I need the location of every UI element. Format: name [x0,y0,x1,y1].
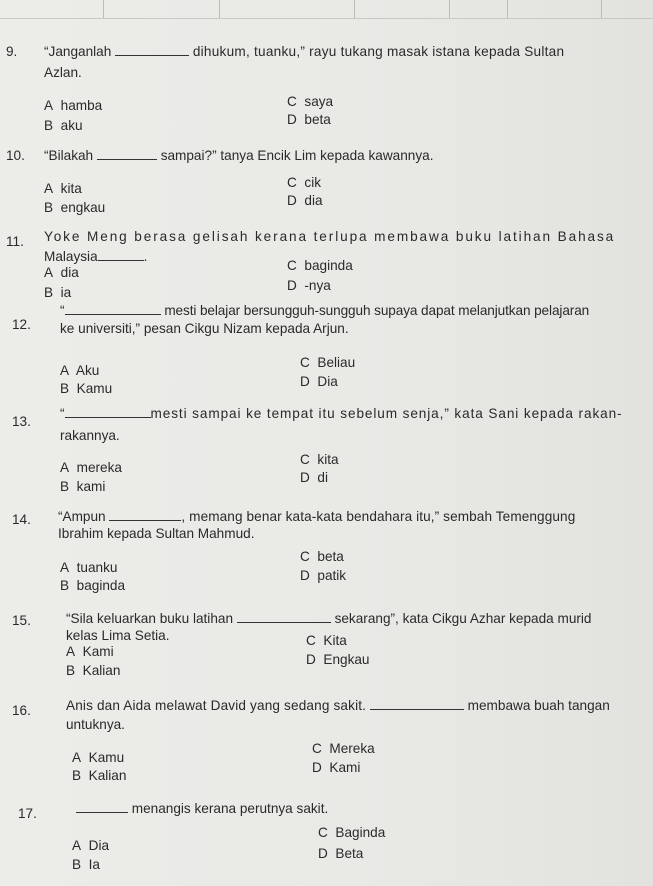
option-a: A Kami [66,644,114,659]
answer-blank [65,304,161,315]
option-a: A dia [44,265,79,280]
option-c: C Kita [306,633,347,648]
question-number: 12. [12,317,31,332]
question-number: 17. [18,806,37,821]
option-d: D patik [300,568,347,583]
option-c: C kita [300,452,339,467]
top-ruled-edge [0,0,653,19]
option-c: C beta [300,549,344,564]
question-stem-line2: rakannya. [60,428,120,443]
option-b: B kami [60,479,106,494]
answer-blank [65,407,151,418]
answer-blank [98,250,144,261]
question-stem-line2: Malaysia . [44,249,148,264]
question-number: 11. [6,234,24,249]
option-b: B engkau [44,200,106,215]
option-d: D dia [287,193,323,208]
question-number: 13. [12,414,31,429]
ruler-tick [103,0,104,18]
option-a: A Aku [60,363,100,378]
option-c: C cik [287,175,322,190]
option-b: B Kalian [72,768,127,783]
answer-blank [109,510,181,521]
question-number: 14. [12,512,31,527]
option-c: C saya [287,94,334,109]
option-c: C baginda [287,258,353,273]
question-stem: Anis dan Aida melawat David yang sedang sakit. membawa buah tangan [66,698,610,713]
question-stem-line2: Azlan. [44,65,82,80]
question-stem: “Sila keluarkan buku latihan sekarang”, kata Cikgu Azhar kepada murid [66,611,592,626]
question-stem: Yoke Meng berasa gelisah kerana terlupa membawa buku latihan Bahasa [44,229,616,244]
answer-blank [115,45,189,56]
option-c: C Baginda [318,825,386,840]
question-number: 10. [6,148,25,163]
option-d: D di [300,470,328,485]
question-stem: “ mesti belajar bersungguh-sungguh supaya dapat melanjutkan pelajaran [60,303,590,318]
ruler-tick [219,0,220,18]
option-d: D -nya [287,278,331,293]
question-number: 15. [12,613,31,628]
option-a: A Kamu [72,750,125,765]
question-number: 9. [6,44,18,59]
question-stem: “Janganlah dihukum, tuanku,” rayu tukang masak istana kepada Sultan [44,44,565,59]
question-stem-line2: ke universiti,” pesan Cikgu Nizam kepada Arjun. [60,321,349,336]
question-stem: “ mesti sampai ke tempat itu sebelum senja,” kata Sani kepada rakan- [60,406,623,421]
option-d: D Engkau [306,652,370,667]
option-d: D Beta [318,846,364,861]
option-b: B Kamu [60,381,113,396]
option-b: B ia [44,285,72,300]
question-stem: “Bilakah sampai?” tanya Encik Lim kepada kawannya. [44,148,434,163]
option-a: A Dia [72,838,110,853]
option-b: B baginda [60,578,126,593]
option-a: A mereka [60,460,122,475]
question-stem-line2: kelas Lima Setia. [66,628,170,643]
answer-blank [97,149,157,160]
question-stem-line2: untuknya. [66,717,125,732]
answer-blank [76,802,128,813]
ruler-tick [449,0,450,18]
option-c: C Beliau [300,355,356,370]
option-b: B Kalian [66,663,121,678]
option-d: D beta [287,112,331,127]
option-a: A hamba [44,98,103,113]
option-c: C Mereka [312,741,375,756]
answer-blank [237,612,331,623]
question-number: 16. [12,703,31,718]
option-d: D Dia [300,374,338,389]
option-a: A tuanku [60,560,118,575]
option-b: B Ia [72,857,100,872]
question-stem: “Ampun , memang benar kata-kata bendahara itu,” sembah Temenggung [58,509,576,524]
question-stem: menangis kerana perutnya sakit. [76,801,328,817]
ruler-tick [354,0,355,18]
ruler-tick [507,0,508,18]
option-b: B aku [44,118,83,133]
option-d: D Kami [312,760,361,775]
option-a: A kita [44,181,82,196]
answer-blank [370,699,464,710]
question-stem-line2: Ibrahim kepada Sultan Mahmud. [58,526,255,541]
ruler-tick [601,0,602,18]
